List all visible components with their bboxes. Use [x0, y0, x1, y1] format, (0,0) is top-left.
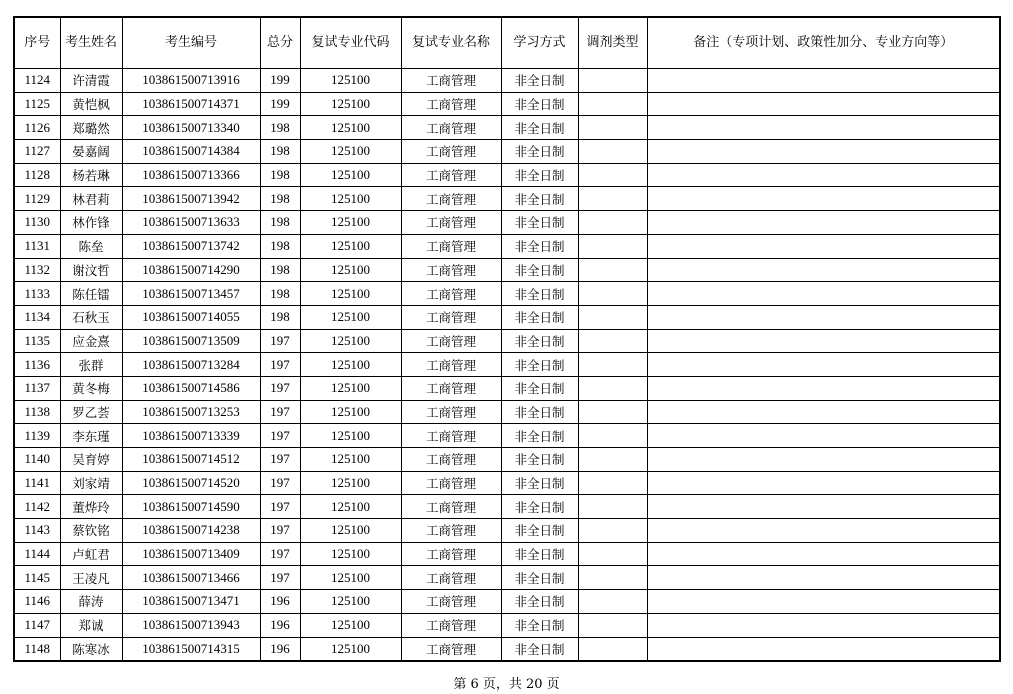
cell-transfer-type — [578, 282, 647, 306]
header-transfer-type: 调剂类型 — [578, 17, 647, 69]
cell-seq: 1147 — [14, 613, 60, 637]
cell-study-mode: 非全日制 — [501, 542, 578, 566]
cell-exam-id: 103861500713509 — [122, 329, 260, 353]
cell-remarks — [647, 613, 1000, 637]
cell-study-mode: 非全日制 — [501, 400, 578, 424]
cell-remarks — [647, 211, 1000, 235]
cell-remarks — [647, 353, 1000, 377]
cell-total-score: 197 — [260, 376, 300, 400]
cell-major-code: 125100 — [300, 92, 401, 116]
cell-major-code: 125100 — [300, 211, 401, 235]
cell-seq: 1126 — [14, 116, 60, 140]
cell-name: 卢虹君 — [60, 542, 122, 566]
cell-seq: 1148 — [14, 637, 60, 661]
cell-exam-id: 103861500713742 — [122, 234, 260, 258]
cell-study-mode: 非全日制 — [501, 140, 578, 164]
cell-remarks — [647, 376, 1000, 400]
cell-major-name: 工商管理 — [401, 519, 501, 543]
cell-major-name: 工商管理 — [401, 448, 501, 472]
cell-major-name: 工商管理 — [401, 471, 501, 495]
cell-transfer-type — [578, 471, 647, 495]
cell-name: 黄冬梅 — [60, 376, 122, 400]
table-row — [14, 353, 1000, 377]
table-row — [14, 258, 1000, 282]
header-major-code: 复试专业代码 — [300, 17, 401, 69]
cell-total-score: 198 — [260, 116, 300, 140]
cell-transfer-type — [578, 69, 647, 93]
cell-study-mode: 非全日制 — [501, 305, 578, 329]
cell-major-code: 125100 — [300, 542, 401, 566]
cell-total-score: 197 — [260, 400, 300, 424]
cell-name: 陈寒冰 — [60, 637, 122, 661]
cell-study-mode: 非全日制 — [501, 116, 578, 140]
cell-exam-id: 103861500714055 — [122, 305, 260, 329]
cell-major-name: 工商管理 — [401, 140, 501, 164]
cell-major-name: 工商管理 — [401, 590, 501, 614]
table-row — [14, 566, 1000, 590]
cell-major-name: 工商管理 — [401, 211, 501, 235]
cell-major-code: 125100 — [300, 187, 401, 211]
header-total-score: 总分 — [260, 17, 300, 69]
table-row — [14, 329, 1000, 353]
cell-major-code: 125100 — [300, 590, 401, 614]
cell-remarks — [647, 234, 1000, 258]
cell-major-name: 工商管理 — [401, 69, 501, 93]
cell-transfer-type — [578, 376, 647, 400]
cell-remarks — [647, 424, 1000, 448]
cell-total-score: 198 — [260, 305, 300, 329]
cell-name: 林作锋 — [60, 211, 122, 235]
cell-remarks — [647, 542, 1000, 566]
cell-name: 郑璐然 — [60, 116, 122, 140]
cell-total-score: 197 — [260, 542, 300, 566]
table-row — [14, 424, 1000, 448]
cell-remarks — [647, 519, 1000, 543]
cell-major-name: 工商管理 — [401, 258, 501, 282]
cell-major-code: 125100 — [300, 353, 401, 377]
cell-exam-id: 103861500713409 — [122, 542, 260, 566]
cell-seq: 1138 — [14, 400, 60, 424]
header-name: 考生姓名 — [60, 17, 122, 69]
cell-seq: 1128 — [14, 163, 60, 187]
table-header-row — [14, 17, 1000, 69]
header-seq: 序号 — [14, 17, 60, 69]
table-row — [14, 187, 1000, 211]
cell-transfer-type — [578, 329, 647, 353]
cell-major-name: 工商管理 — [401, 116, 501, 140]
cell-major-name: 工商管理 — [401, 495, 501, 519]
cell-study-mode: 非全日制 — [501, 258, 578, 282]
cell-study-mode: 非全日制 — [501, 353, 578, 377]
header-major-name: 复试专业名称 — [401, 17, 501, 69]
cell-study-mode: 非全日制 — [501, 376, 578, 400]
cell-major-name: 工商管理 — [401, 163, 501, 187]
cell-transfer-type — [578, 258, 647, 282]
cell-major-name: 工商管理 — [401, 92, 501, 116]
table-row — [14, 92, 1000, 116]
cell-study-mode: 非全日制 — [501, 495, 578, 519]
cell-transfer-type — [578, 519, 647, 543]
cell-total-score: 197 — [260, 566, 300, 590]
cell-exam-id: 103861500713340 — [122, 116, 260, 140]
header-study-mode: 学习方式 — [501, 17, 578, 69]
cell-remarks — [647, 258, 1000, 282]
cell-transfer-type — [578, 211, 647, 235]
cell-major-code: 125100 — [300, 519, 401, 543]
table-row — [14, 471, 1000, 495]
cell-total-score: 196 — [260, 613, 300, 637]
cell-seq: 1139 — [14, 424, 60, 448]
cell-transfer-type — [578, 637, 647, 661]
cell-total-score: 198 — [260, 234, 300, 258]
cell-seq: 1144 — [14, 542, 60, 566]
cell-study-mode: 非全日制 — [501, 69, 578, 93]
cell-exam-id: 103861500714371 — [122, 92, 260, 116]
header-remarks: 备注（专项计划、政策性加分、专业方向等） — [647, 17, 1000, 69]
cell-study-mode: 非全日制 — [501, 424, 578, 448]
table-row — [14, 282, 1000, 306]
cell-name: 黄恺枫 — [60, 92, 122, 116]
cell-study-mode: 非全日制 — [501, 163, 578, 187]
cell-seq: 1137 — [14, 376, 60, 400]
cell-transfer-type — [578, 400, 647, 424]
cell-exam-id: 103861500713943 — [122, 613, 260, 637]
cell-study-mode: 非全日制 — [501, 637, 578, 661]
cell-name: 刘家靖 — [60, 471, 122, 495]
cell-total-score: 199 — [260, 69, 300, 93]
table-row — [14, 163, 1000, 187]
table-row — [14, 637, 1000, 661]
cell-exam-id: 103861500714315 — [122, 637, 260, 661]
cell-study-mode: 非全日制 — [501, 471, 578, 495]
cell-seq: 1143 — [14, 519, 60, 543]
table-row — [14, 376, 1000, 400]
cell-seq: 1130 — [14, 211, 60, 235]
cell-major-name: 工商管理 — [401, 424, 501, 448]
cell-seq: 1145 — [14, 566, 60, 590]
cell-transfer-type — [578, 613, 647, 637]
cell-name: 陈垒 — [60, 234, 122, 258]
cell-remarks — [647, 448, 1000, 472]
cell-transfer-type — [578, 495, 647, 519]
cell-total-score: 197 — [260, 353, 300, 377]
cell-name: 王凌凡 — [60, 566, 122, 590]
cell-total-score: 197 — [260, 471, 300, 495]
table-row — [14, 590, 1000, 614]
cell-name: 应金熹 — [60, 329, 122, 353]
cell-major-code: 125100 — [300, 163, 401, 187]
cell-name: 郑诚 — [60, 613, 122, 637]
cell-exam-id: 103861500713471 — [122, 590, 260, 614]
cell-name: 许清霞 — [60, 69, 122, 93]
table-body — [14, 69, 1000, 662]
cell-study-mode: 非全日制 — [501, 448, 578, 472]
cell-major-code: 125100 — [300, 140, 401, 164]
cell-seq: 1131 — [14, 234, 60, 258]
cell-transfer-type — [578, 163, 647, 187]
cell-exam-id: 103861500714520 — [122, 471, 260, 495]
cell-seq: 1133 — [14, 282, 60, 306]
cell-transfer-type — [578, 353, 647, 377]
cell-study-mode: 非全日制 — [501, 282, 578, 306]
table-row — [14, 69, 1000, 93]
table-row — [14, 448, 1000, 472]
cell-exam-id: 103861500713457 — [122, 282, 260, 306]
cell-remarks — [647, 282, 1000, 306]
cell-transfer-type — [578, 234, 647, 258]
cell-major-code: 125100 — [300, 305, 401, 329]
cell-major-code: 125100 — [300, 613, 401, 637]
cell-remarks — [647, 116, 1000, 140]
cell-transfer-type — [578, 187, 647, 211]
cell-major-code: 125100 — [300, 234, 401, 258]
cell-total-score: 198 — [260, 282, 300, 306]
cell-major-name: 工商管理 — [401, 376, 501, 400]
cell-exam-id: 103861500714586 — [122, 376, 260, 400]
cell-remarks — [647, 140, 1000, 164]
cell-exam-id: 103861500713339 — [122, 424, 260, 448]
cell-major-code: 125100 — [300, 424, 401, 448]
cell-exam-id: 103861500713253 — [122, 400, 260, 424]
cell-exam-id: 103861500714590 — [122, 495, 260, 519]
cell-study-mode: 非全日制 — [501, 234, 578, 258]
cell-major-code: 125100 — [300, 329, 401, 353]
cell-exam-id: 103861500713284 — [122, 353, 260, 377]
cell-name: 李东瑾 — [60, 424, 122, 448]
cell-remarks — [647, 187, 1000, 211]
cell-remarks — [647, 400, 1000, 424]
cell-seq: 1141 — [14, 471, 60, 495]
cell-seq: 1135 — [14, 329, 60, 353]
cell-name: 董烨玲 — [60, 495, 122, 519]
cell-name: 晏嘉阔 — [60, 140, 122, 164]
cell-remarks — [647, 305, 1000, 329]
cell-study-mode: 非全日制 — [501, 566, 578, 590]
cell-name: 蔡钦铭 — [60, 519, 122, 543]
cell-total-score: 198 — [260, 258, 300, 282]
cell-major-code: 125100 — [300, 258, 401, 282]
cell-total-score: 197 — [260, 448, 300, 472]
cell-remarks — [647, 495, 1000, 519]
cell-seq: 1127 — [14, 140, 60, 164]
cell-major-name: 工商管理 — [401, 234, 501, 258]
cell-transfer-type — [578, 542, 647, 566]
cell-name: 薛涛 — [60, 590, 122, 614]
cell-seq: 1134 — [14, 305, 60, 329]
cell-transfer-type — [578, 140, 647, 164]
cell-study-mode: 非全日制 — [501, 92, 578, 116]
cell-name: 杨若琳 — [60, 163, 122, 187]
candidate-table — [13, 16, 1001, 662]
cell-transfer-type — [578, 566, 647, 590]
cell-major-name: 工商管理 — [401, 542, 501, 566]
cell-seq: 1125 — [14, 92, 60, 116]
cell-remarks — [647, 471, 1000, 495]
cell-remarks — [647, 163, 1000, 187]
table-row — [14, 495, 1000, 519]
page-number: 第 6 页，共 20 页 — [453, 677, 560, 692]
cell-remarks — [647, 590, 1000, 614]
cell-remarks — [647, 329, 1000, 353]
cell-major-code: 125100 — [300, 116, 401, 140]
cell-major-name: 工商管理 — [401, 613, 501, 637]
cell-major-code: 125100 — [300, 69, 401, 93]
cell-exam-id: 103861500713942 — [122, 187, 260, 211]
cell-total-score: 196 — [260, 590, 300, 614]
cell-exam-id: 103861500713366 — [122, 163, 260, 187]
cell-study-mode: 非全日制 — [501, 329, 578, 353]
cell-total-score: 198 — [260, 140, 300, 164]
cell-total-score: 197 — [260, 519, 300, 543]
cell-total-score: 198 — [260, 163, 300, 187]
cell-total-score: 197 — [260, 424, 300, 448]
table-row — [14, 140, 1000, 164]
cell-exam-id: 103861500714384 — [122, 140, 260, 164]
table-row — [14, 211, 1000, 235]
table-row — [14, 116, 1000, 140]
cell-major-name: 工商管理 — [401, 566, 501, 590]
cell-major-code: 125100 — [300, 376, 401, 400]
cell-transfer-type — [578, 424, 647, 448]
cell-major-name: 工商管理 — [401, 305, 501, 329]
cell-remarks — [647, 637, 1000, 661]
cell-total-score: 197 — [260, 495, 300, 519]
cell-exam-id: 103861500714512 — [122, 448, 260, 472]
cell-major-name: 工商管理 — [401, 187, 501, 211]
cell-seq: 1129 — [14, 187, 60, 211]
cell-transfer-type — [578, 448, 647, 472]
cell-exam-id: 103861500713633 — [122, 211, 260, 235]
cell-total-score: 197 — [260, 329, 300, 353]
cell-major-code: 125100 — [300, 400, 401, 424]
cell-seq: 1140 — [14, 448, 60, 472]
cell-transfer-type — [578, 116, 647, 140]
cell-major-code: 125100 — [300, 495, 401, 519]
cell-seq: 1146 — [14, 590, 60, 614]
cell-remarks — [647, 92, 1000, 116]
cell-total-score: 198 — [260, 211, 300, 235]
cell-transfer-type — [578, 92, 647, 116]
cell-name: 林君莉 — [60, 187, 122, 211]
cell-transfer-type — [578, 305, 647, 329]
cell-exam-id: 103861500713916 — [122, 69, 260, 93]
cell-total-score: 198 — [260, 187, 300, 211]
cell-exam-id: 103861500714290 — [122, 258, 260, 282]
cell-major-name: 工商管理 — [401, 282, 501, 306]
cell-name: 谢汶哲 — [60, 258, 122, 282]
cell-major-name: 工商管理 — [401, 353, 501, 377]
cell-remarks — [647, 69, 1000, 93]
cell-seq: 1124 — [14, 69, 60, 93]
table-row — [14, 542, 1000, 566]
cell-study-mode: 非全日制 — [501, 613, 578, 637]
cell-exam-id: 103861500714238 — [122, 519, 260, 543]
header-exam-id: 考生编号 — [122, 17, 260, 69]
cell-seq: 1132 — [14, 258, 60, 282]
table-row — [14, 234, 1000, 258]
cell-study-mode: 非全日制 — [501, 519, 578, 543]
cell-total-score: 196 — [260, 637, 300, 661]
cell-total-score: 199 — [260, 92, 300, 116]
cell-major-name: 工商管理 — [401, 400, 501, 424]
cell-transfer-type — [578, 590, 647, 614]
cell-major-code: 125100 — [300, 566, 401, 590]
cell-study-mode: 非全日制 — [501, 187, 578, 211]
cell-major-name: 工商管理 — [401, 637, 501, 661]
cell-study-mode: 非全日制 — [501, 211, 578, 235]
cell-major-code: 125100 — [300, 637, 401, 661]
cell-seq: 1136 — [14, 353, 60, 377]
cell-exam-id: 103861500713466 — [122, 566, 260, 590]
cell-name: 张群 — [60, 353, 122, 377]
cell-name: 陈任镭 — [60, 282, 122, 306]
cell-seq: 1142 — [14, 495, 60, 519]
table-row — [14, 400, 1000, 424]
cell-major-code: 125100 — [300, 448, 401, 472]
cell-major-code: 125100 — [300, 471, 401, 495]
cell-major-code: 125100 — [300, 282, 401, 306]
table-row — [14, 519, 1000, 543]
table-row — [14, 305, 1000, 329]
cell-name: 石秋玉 — [60, 305, 122, 329]
cell-name: 吴育婷 — [60, 448, 122, 472]
cell-study-mode: 非全日制 — [501, 590, 578, 614]
cell-name: 罗乙荟 — [60, 400, 122, 424]
cell-major-name: 工商管理 — [401, 329, 501, 353]
table-row — [14, 613, 1000, 637]
cell-remarks — [647, 566, 1000, 590]
